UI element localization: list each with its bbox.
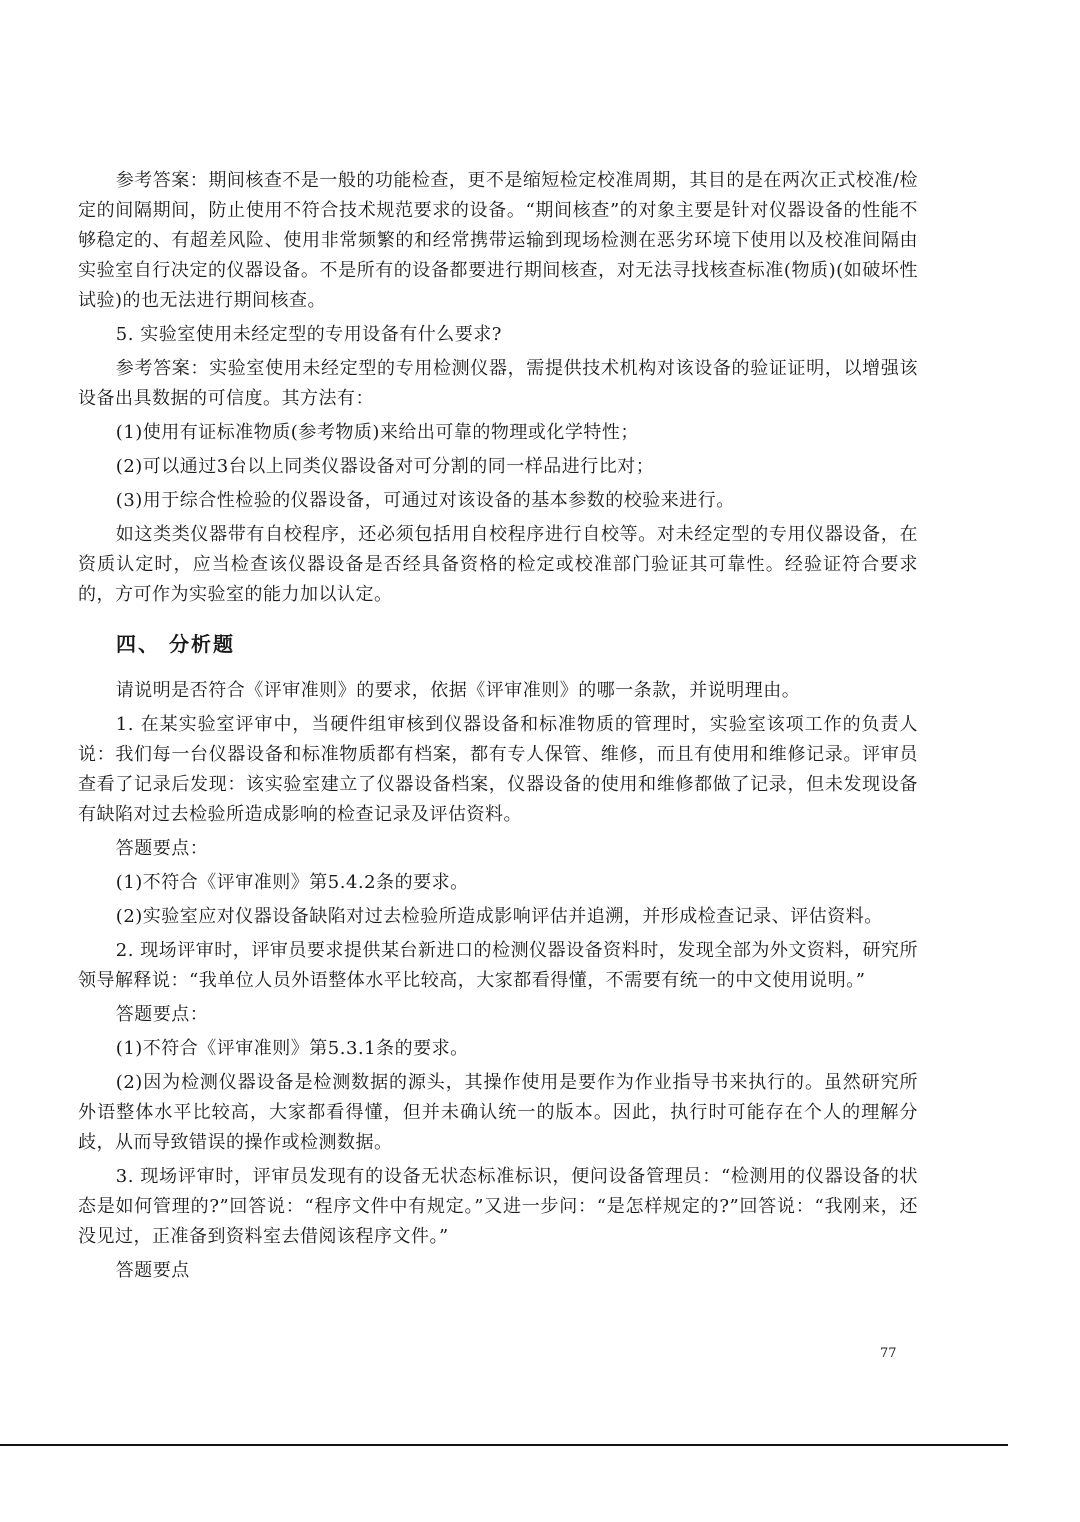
case-2-key-label: 答题要点： <box>115 1004 209 1025</box>
question-5: 5. 实验室使用未经定型的专用设备有什么要求? <box>115 324 502 345</box>
answer-5-intro: 参考答案：实验室使用未经定型的专用检测仪器，需提供技术机构对该设备的验证证明，以增强该设备出具数据的可信度。其方法有： <box>78 358 918 409</box>
case-3-paragraph: 3. 现场评审时，评审员发现有的设备无状态标准标识，便问设备管理员：“检测用的仪器设备的状态是如何管理的?”回答说：“程序文件中有规定。”又进一步问：“是怎样规定的?”回答说：“我刚来，还没见过，正准备到资料室去借阅该程序文件。” <box>78 1166 918 1247</box>
case-2-point-2: (2)因为检测仪器设备是检测数据的源头，其操作使用是要作为作业指导书来执行的。虽然研究所外语整体水平比较高，大家都看得懂，但并未确认统一的版本。因此，执行时可能存在个人的理解分歧，从而导致错误的操作或检测数据。 <box>78 1072 918 1153</box>
page-body <box>78 166 918 1286</box>
case-2-point-1: (1)不符合《评审准则》第5.3.1条的要求。 <box>115 1038 469 1059</box>
case-1-paragraph: 1. 在某实验室评审中，当硬件组审核到仪器设备和标准物质的管理时，实验室该项工作的负责人说：我们每一台仪器设备和标准物质都有档案，都有专人保管、维修，而且有使用和维修记录。评审员查看了记录后发现：该实验室建立了仪器设备档案，仪器设备的使用和维修都做了记录，但未发现设备有缺陷对过去检验所造成影响的检查记录及评估资料。 <box>78 714 918 825</box>
bottom-divider <box>0 1444 1008 1446</box>
answer-4-paragraph: 参考答案：期间核查不是一般的功能检查，更不是缩短检定校准周期，其目的是在两次正式校准/检定的间隔期间，防止使用不符合技术规范要求的设备。“期间核查”的对象主要是针对仪器设备的性能不够稳定的、有超差风险、使用非常频繁的和经常携带运输到现场检测在恶劣环境下使用以及校准间隔由实验室自行决定的仪器设备。不是所有的设备都要进行期间核查，对无法寻找核查标准(物质)(如破坏性试验)的也无法进行期间核查。 <box>78 170 918 311</box>
case-2-paragraph: 2. 现场评审时，评审员要求提供某台新进口的检测仪器设备资料时，发现全部为外文资料，研究所领导解释说：“我单位人员外语整体水平比较高，大家都看得懂，不需要有统一的中文使用说明。” <box>78 940 918 991</box>
answer-5-item-3: (3)用于综合性检验的仪器设备，可通过对该设备的基本参数的校验来进行。 <box>115 490 735 511</box>
answer-5-conclusion: 如这类类仪器带有自校程序，还必须包括用自校程序进行自校等。对未经定型的专用仪器设备，在资质认定时，应当检查该仪器设备是否经具备资格的检定或校准部门验证其可靠性。经验证符合要求的，方可作为实验室的能力加以认定。 <box>78 524 918 605</box>
section-heading: 四、 分析题 <box>116 632 235 656</box>
instruction-paragraph: 请说明是否符合《评审准则》的要求，依据《评审准则》的哪一条款，并说明理由。 <box>115 680 801 701</box>
case-1-point-2: (2)实验室应对仪器设备缺陷对过去检验所造成影响评估并追溯，并形成检查记录、评估资料。 <box>115 906 883 927</box>
answer-5-item-1: (1)使用有证标准物质(参考物质)来给出可靠的物理或化学特性； <box>115 422 639 443</box>
page-number: 77 <box>880 1346 897 1361</box>
case-1-key-label: 答题要点： <box>115 838 209 859</box>
answer-5-item-2: (2)可以通过3台以上同类仪器设备对可分割的同一样品进行比对； <box>115 456 655 477</box>
case-3-key-label: 答题要点 <box>115 1260 190 1281</box>
case-1-point-1: (1)不符合《评审准则》第5.4.2条的要求。 <box>115 872 469 893</box>
